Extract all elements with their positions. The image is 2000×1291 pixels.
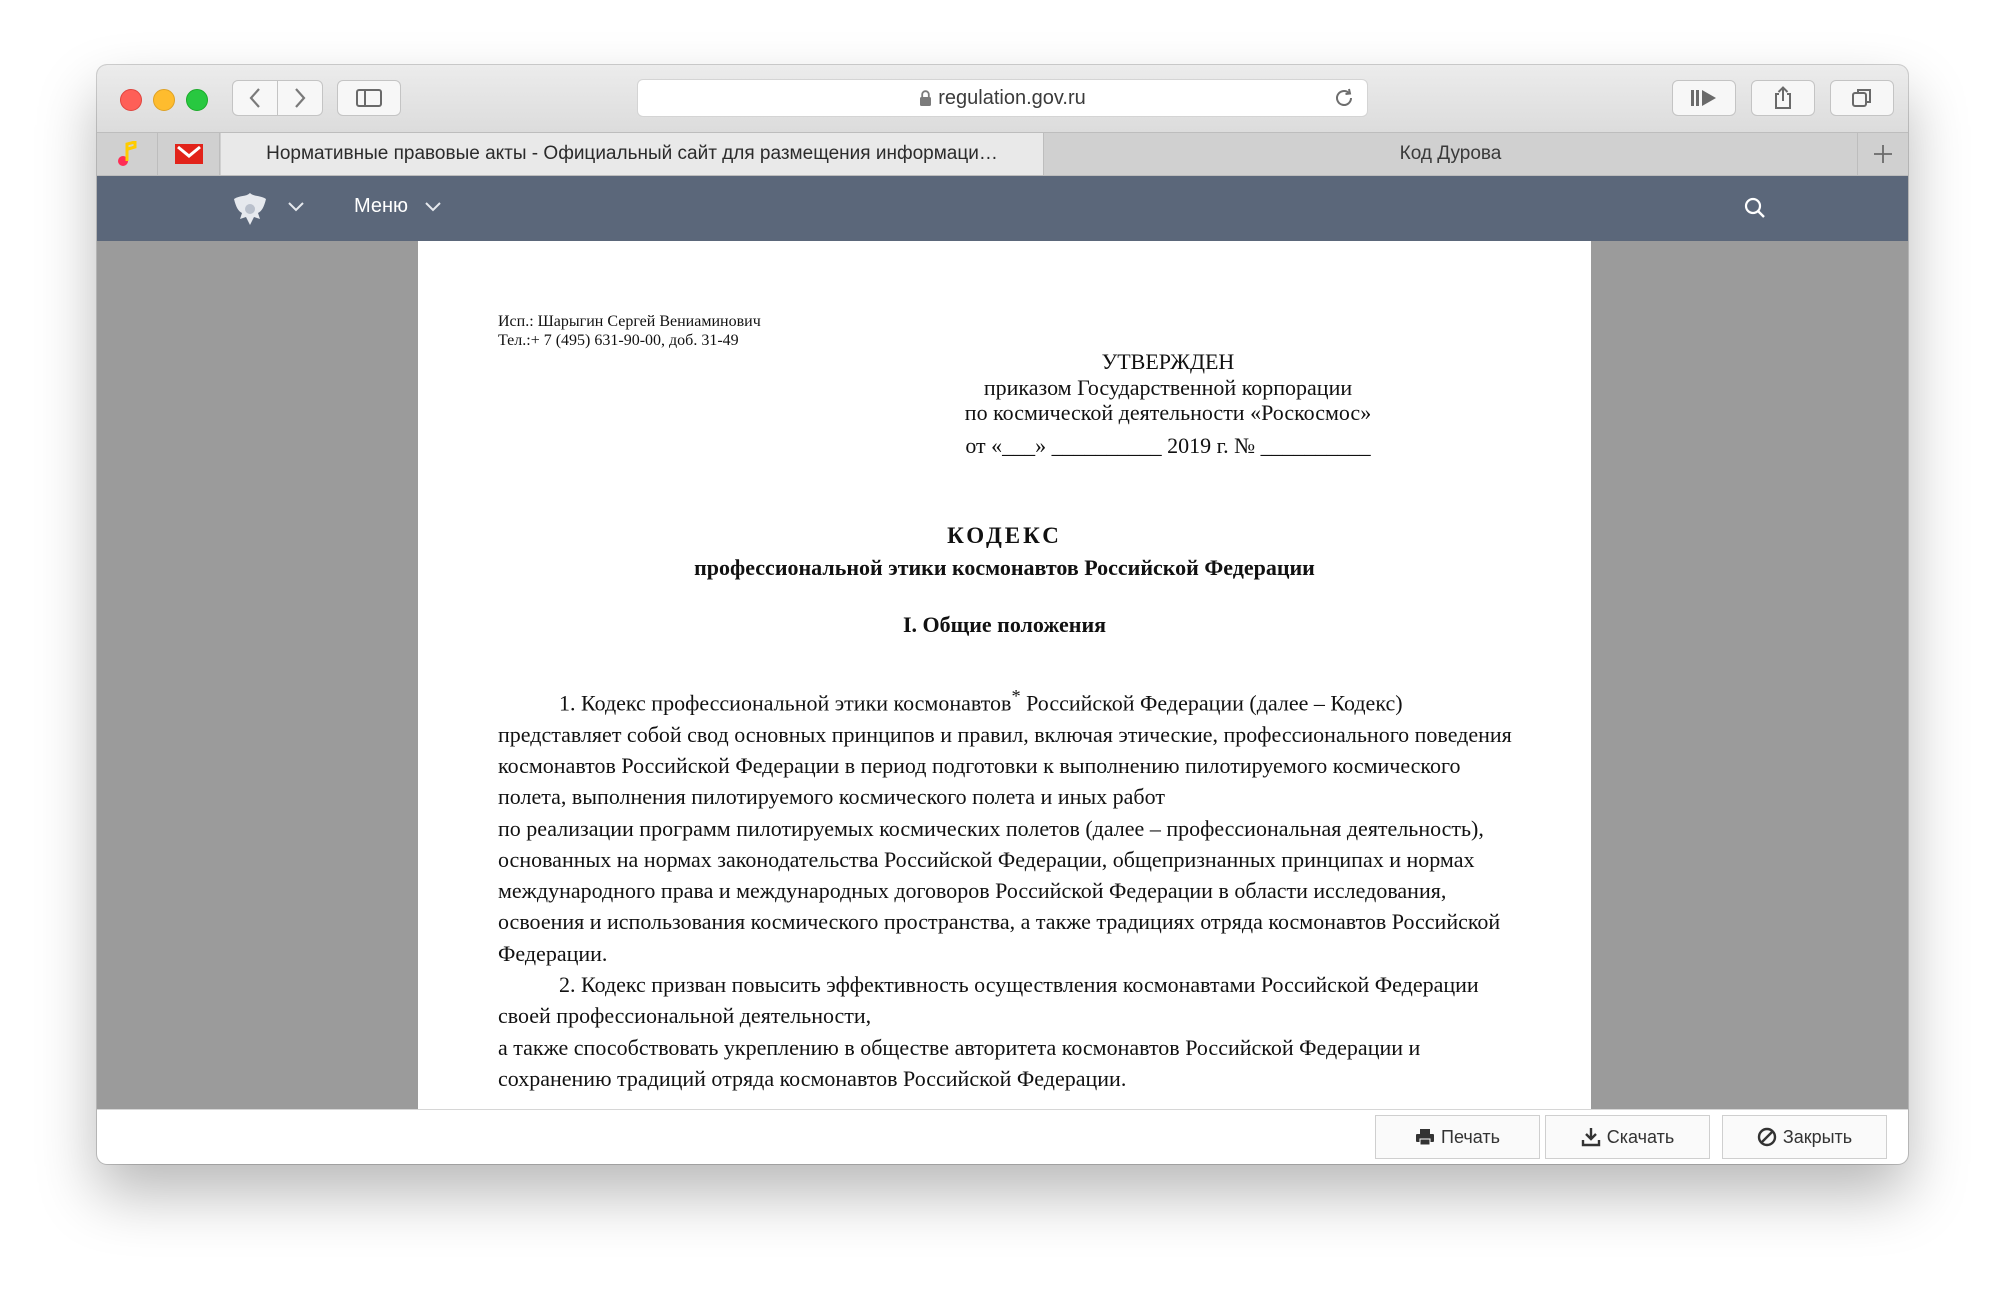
browser-window: [97, 65, 1908, 1164]
menu-chevron-down-icon[interactable]: [424, 201, 442, 213]
sidebar-icon: [356, 89, 382, 107]
contact-name: Исп.: Шарыгин Сергей Вениаминович: [498, 313, 761, 330]
ban-icon: [1757, 1127, 1777, 1147]
document-page: [418, 241, 1591, 1109]
mail-icon: [174, 143, 204, 165]
print-label: Печать: [1441, 1126, 1500, 1147]
approved-line-3: от «___» __________ 2019 г. № __________: [965, 433, 1371, 458]
close-viewer-label: Закрыть: [1782, 1126, 1853, 1147]
chevron-down-icon[interactable]: [287, 201, 305, 213]
section-heading: I. Общие положения: [902, 612, 1107, 637]
back-button[interactable]: [233, 81, 277, 115]
browser-toolbar: [97, 65, 1908, 132]
download-button[interactable]: [1545, 1115, 1710, 1159]
reader-play-icon: [1689, 88, 1719, 108]
forward-button[interactable]: [277, 81, 322, 115]
footnote-marker: *: [1011, 686, 1021, 706]
zoom-window-button[interactable]: [186, 89, 208, 111]
tab-kod-durova-label: Код Дурова: [1399, 143, 1502, 164]
approved-line-2: по космической деятельности «Роскосмос»: [964, 400, 1372, 425]
tab-bar: [97, 132, 1908, 176]
search-icon[interactable]: [1743, 196, 1769, 222]
russian-emblem-icon[interactable]: [230, 189, 270, 229]
viewer-footer: [97, 1109, 1908, 1164]
paragraph-1-start: 1. Кодекс профессиональной этики космонавтов: [559, 690, 1012, 716]
lock-icon: [919, 90, 932, 107]
tabs-overview-icon: [1851, 87, 1873, 109]
share-button[interactable]: [1751, 80, 1815, 116]
paragraph-2-cont: а также способствовать укреплению в обществе авторитета космонавтов Российской Федерации и сохранению традиций отряда космонавтов Российской Федерации.: [498, 1034, 1421, 1091]
paragraph-1: [498, 681, 1518, 813]
paragraph-2: 2. Кодекс призван повысить эффективность осуществления космонавтами Российской Федерации своей профессиональной деятельности,: [498, 972, 1479, 1029]
document-viewer[interactable]: [97, 241, 1908, 1109]
contact-phone: Тел.:+ 7 (495) 631-90-00, доб. 31-49: [498, 332, 739, 349]
paragraph-1-rest: Российской Федерации (далее – Кодекс) представляет собой свод основных принципов и правил, включая этические, профессионального поведения космонавтов Российской Федерации в период подготовки к выполнению пилотируемого космического полета, выполнения пилотируемого космического полета и иных работ: [498, 690, 1512, 810]
reload-icon[interactable]: [1333, 87, 1355, 115]
menu-button[interactable]: Меню: [354, 195, 409, 217]
music-note-icon: [115, 141, 139, 167]
download-label: Скачать: [1606, 1126, 1675, 1147]
share-icon: [1773, 86, 1793, 110]
new-tab-button[interactable]: [1857, 133, 1908, 175]
url-text: regulation.gov.ru: [938, 86, 1086, 109]
plus-icon: [1873, 144, 1893, 164]
history-nav: [232, 80, 323, 116]
chevron-right-icon: [293, 87, 307, 109]
download-icon: [1581, 1127, 1601, 1147]
tab-overview-button[interactable]: [1830, 80, 1894, 116]
tab-kod-durova[interactable]: [1044, 133, 1857, 175]
reader-button[interactable]: [1672, 80, 1736, 116]
printer-icon: [1415, 1128, 1435, 1146]
tab-regulation[interactable]: [221, 133, 1044, 175]
close-viewer-button[interactable]: [1722, 1115, 1887, 1159]
sidebar-button[interactable]: [337, 80, 401, 116]
site-header: [97, 176, 1908, 241]
close-window-button[interactable]: [120, 89, 142, 111]
document-subtitle: профессиональной этики космонавтов Российской Федерации: [694, 555, 1315, 580]
approved-line-1: приказом Государственной корпорации: [983, 375, 1353, 400]
chevron-left-icon: [248, 87, 262, 109]
address-bar[interactable]: [637, 79, 1368, 117]
paragraph-1-cont: по реализации программ пилотируемых космических полетов (далее – профессиональная деятельность), основанных на нормах законодательства Российской Федерации, общепризнанных принципах и нормах международного права и международных договоров Российской Федерации в области исследования, освоения и использования космического пространства, а также традициях отряда космонавтов Российской Федерации.: [498, 815, 1501, 966]
approved-heading: УТВЕРЖДЕН: [1101, 349, 1235, 374]
pinned-tab-mail[interactable]: [159, 133, 220, 175]
print-button[interactable]: [1375, 1115, 1540, 1159]
pinned-tab-music[interactable]: [97, 133, 158, 175]
document-title: КОДЕКС: [947, 523, 1062, 548]
minimize-window-button[interactable]: [153, 89, 175, 111]
tab-regulation-label: Нормативные правовые акты - Официальный сайт для размещения информаци…: [266, 143, 998, 164]
document-body: [498, 681, 1518, 1094]
